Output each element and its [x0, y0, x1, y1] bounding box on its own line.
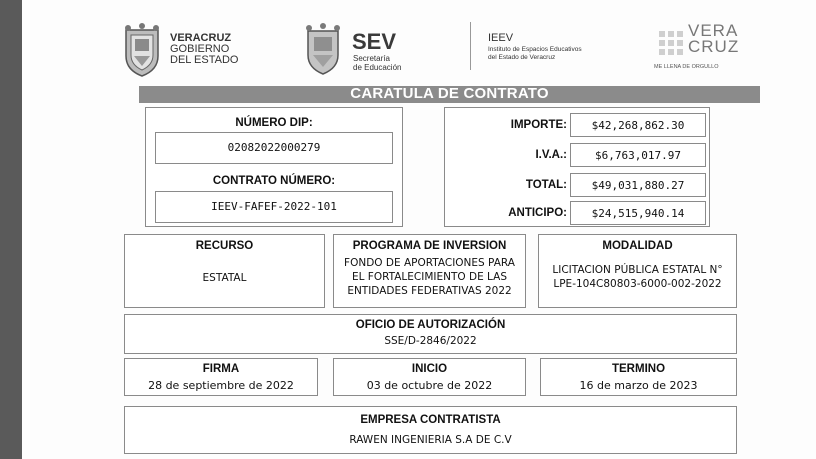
- modalidad-line1: LICITACION PÚBLICA ESTATAL N°: [552, 264, 723, 276]
- ieev-abbr: IEEV: [488, 32, 514, 44]
- modalidad-label: MODALIDAD: [602, 240, 673, 252]
- modalidad-line2: LPE-104C80803-6000-002-2022: [553, 278, 722, 290]
- firma-value: 28 de septiembre de 2022: [148, 379, 294, 392]
- dip-label: NÚMERO DIP:: [235, 117, 313, 129]
- contrato-value-box: [155, 191, 393, 223]
- dip-value-box: [155, 132, 393, 164]
- importe-value-box: [570, 113, 706, 137]
- anticipo-label: ANTICIPO:: [508, 207, 567, 219]
- oficio-value: SSE/D-2846/2022: [384, 335, 477, 347]
- importe-value: $42,268,862.30: [591, 119, 685, 132]
- programa-line2: EL FORTALECIMIENTO DE LAS: [351, 271, 507, 283]
- programa-line1: FONDO DE APORTACIONES PARA: [344, 257, 515, 269]
- recurso-value: ESTATAL: [202, 272, 247, 284]
- termino-box: [540, 358, 737, 396]
- total-value-box: [570, 173, 706, 197]
- veracruz-line1: VERACRUZ: [170, 32, 232, 44]
- ieev-line2: del Estado de Veracruz: [488, 54, 556, 61]
- ieev-line1: Instituto de Espacios Educativos: [488, 46, 582, 53]
- veracruz-gobierno-logo: [120, 22, 260, 78]
- inicio-box: [333, 358, 526, 396]
- iva-label: I.V.A.:: [535, 149, 567, 161]
- contrato-value: IEEV-FAFEF-2022-101: [211, 200, 337, 213]
- firma-box: [124, 358, 318, 396]
- veracruz-line2: GOBIERNO: [170, 43, 230, 55]
- sev-logo: [300, 22, 420, 78]
- programa-box: [333, 234, 526, 308]
- cruz-text: CRUZ: [688, 37, 740, 56]
- ieev-logo: [470, 22, 630, 72]
- sev-emblem-icon: [300, 22, 346, 76]
- firma-label: FIRMA: [202, 363, 240, 375]
- oficio-box: [124, 314, 737, 354]
- dip-contrato-box: [145, 107, 403, 227]
- anticipo-value-box: [570, 201, 706, 225]
- programa-line3: ENTIDADES FEDERATIVAS 2022: [347, 285, 512, 297]
- contrato-label: CONTRATO NÚMERO:: [212, 175, 336, 187]
- termino-label: TERMINO: [611, 363, 666, 375]
- document-page: [22, 0, 816, 459]
- sev-line1: Secretaría: [353, 54, 390, 63]
- iva-value-box: [570, 143, 706, 167]
- veracruz-line3: DEL ESTADO: [170, 54, 239, 66]
- anticipo-value: $24,515,940.14: [591, 207, 685, 220]
- veracruz-seal-icon: [120, 22, 164, 78]
- importe-label: IMPORTE:: [510, 119, 567, 131]
- vera-cruz-tagline: ME LLENA DE ORGULLO: [654, 64, 719, 70]
- recurso-label: RECURSO: [195, 240, 254, 252]
- inicio-label: INICIO: [411, 363, 448, 375]
- page-title: CARATULA DE CONTRATO: [350, 85, 549, 102]
- iva-value: $6,763,017.97: [594, 149, 682, 162]
- inicio-value: 03 de octubre de 2022: [366, 379, 493, 392]
- total-label: TOTAL:: [525, 179, 567, 191]
- recurso-box: [124, 234, 325, 308]
- ieev-divider: [470, 22, 471, 70]
- oficio-label: OFICIO DE AUTORIZACIÓN: [355, 319, 506, 331]
- viewer-left-panel: [0, 0, 22, 459]
- programa-label: PROGRAMA DE INVERSION: [352, 240, 507, 252]
- empresa-value: RAWEN INGENIERIA S.A DE C.V: [349, 434, 512, 446]
- termino-value: 16 de marzo de 2023: [579, 379, 698, 392]
- empresa-label: EMPRESA CONTRATISTA: [360, 414, 501, 426]
- total-value: $49,031,880.27: [591, 179, 685, 192]
- modalidad-box: [538, 234, 737, 308]
- sev-abbr: SEV: [352, 29, 397, 54]
- sev-line2: de Educación: [353, 63, 402, 72]
- dip-value: 02082022000279: [227, 141, 321, 154]
- vera-text: VERA: [688, 21, 739, 40]
- amounts-box: [444, 107, 710, 227]
- vera-cruz-brand-logo: [654, 22, 744, 76]
- flower-icon: [656, 28, 686, 58]
- title-bar: [139, 86, 760, 103]
- empresa-box: [124, 406, 737, 454]
